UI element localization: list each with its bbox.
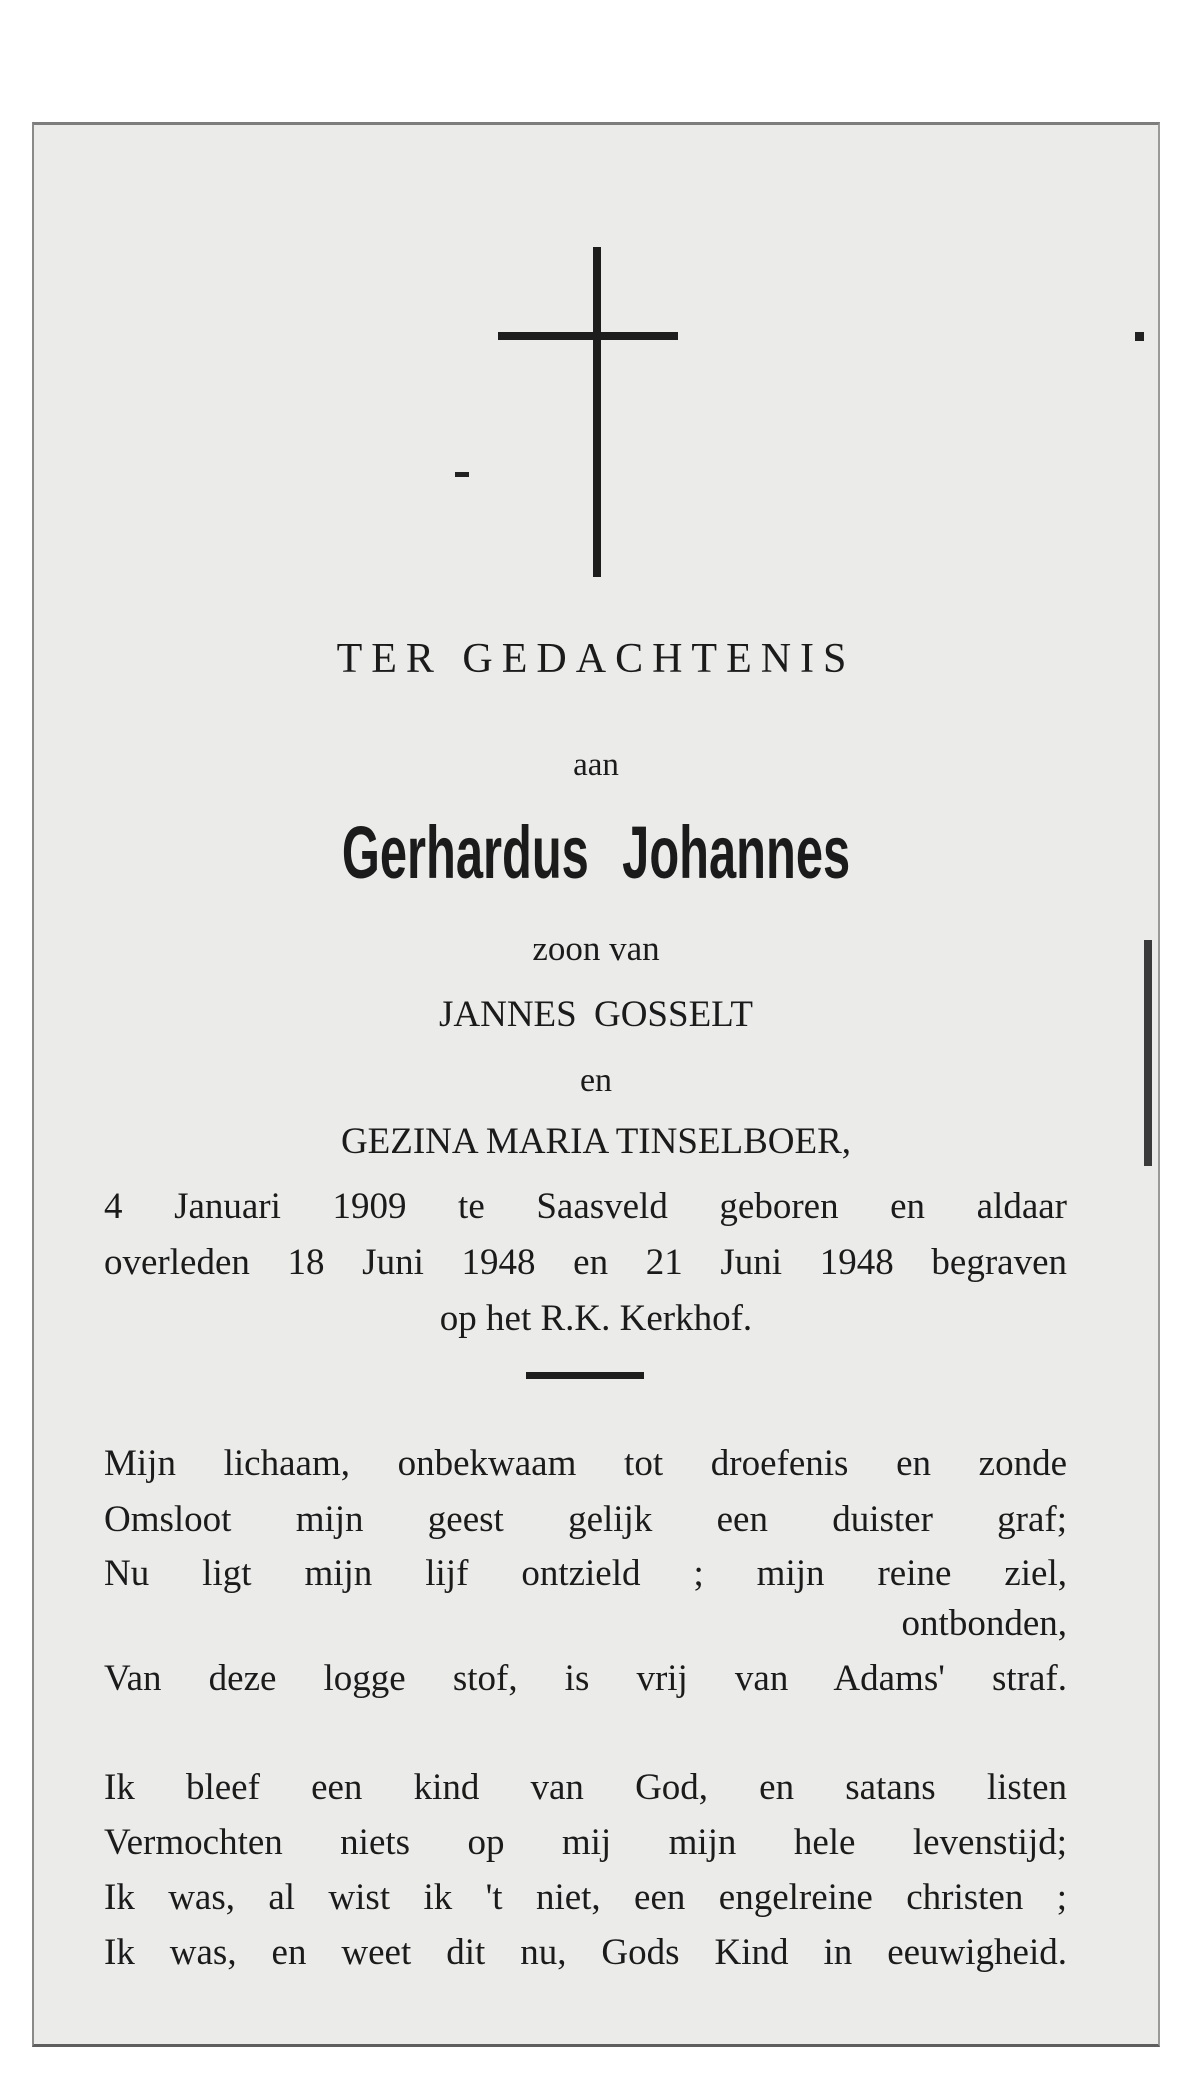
verse-line: Ik was, al wist ik 't niet, een engelreine christen ; — [104, 1877, 1067, 1918]
ink-speck — [455, 472, 469, 477]
scan-edge-mark — [1144, 940, 1152, 1166]
verse-line: ontbonden, — [901, 1603, 1067, 1644]
bio-line: 4 Januari 1909 te Saasveld geboren en aldaar — [104, 1186, 1067, 1227]
verse-line: Ik was, en weet dit nu, Gods Kind in eeuwigheid. — [104, 1932, 1067, 1973]
bio-line: op het R.K. Kerkhof. — [439, 1298, 753, 1339]
verse-line: Van deze logge stof, is vrij van Adams' straf. — [104, 1658, 1067, 1699]
ink-speck — [1135, 332, 1144, 341]
son-of-label: zoon van — [532, 929, 660, 968]
verse-line: Omsloot mijn geest gelijk een duister graf; — [104, 1499, 1067, 1540]
mother-name: GEZINA MARIA TINSELBOER, — [340, 1121, 852, 1162]
verse-line: Vermochten niets op mij mijn hele levenstijd; — [104, 1822, 1067, 1863]
and-label: en — [579, 1062, 613, 1099]
deceased-name: Gerhardus Johannes — [341, 811, 851, 894]
father-name: JANNES GOSSELT — [439, 994, 753, 1035]
card-aan: aan — [573, 747, 619, 783]
memorial-card — [32, 122, 1160, 2047]
verse-line: Nu ligt mijn lijf ontzield ; mijn reine ziel, — [104, 1553, 1067, 1594]
cross-icon-bar — [498, 332, 678, 340]
cross-icon — [593, 247, 601, 577]
bio-line: overleden 18 Juni 1948 en 21 Juni 1948 begraven — [104, 1242, 1067, 1283]
verse-line: Ik bleef een kind van God, en satans listen — [104, 1767, 1067, 1808]
card-heading: TER GEDACHTENIS — [336, 636, 856, 682]
verse-line: Mijn lichaam, onbekwaam tot droefenis en zonde — [104, 1443, 1067, 1484]
divider — [526, 1372, 644, 1379]
